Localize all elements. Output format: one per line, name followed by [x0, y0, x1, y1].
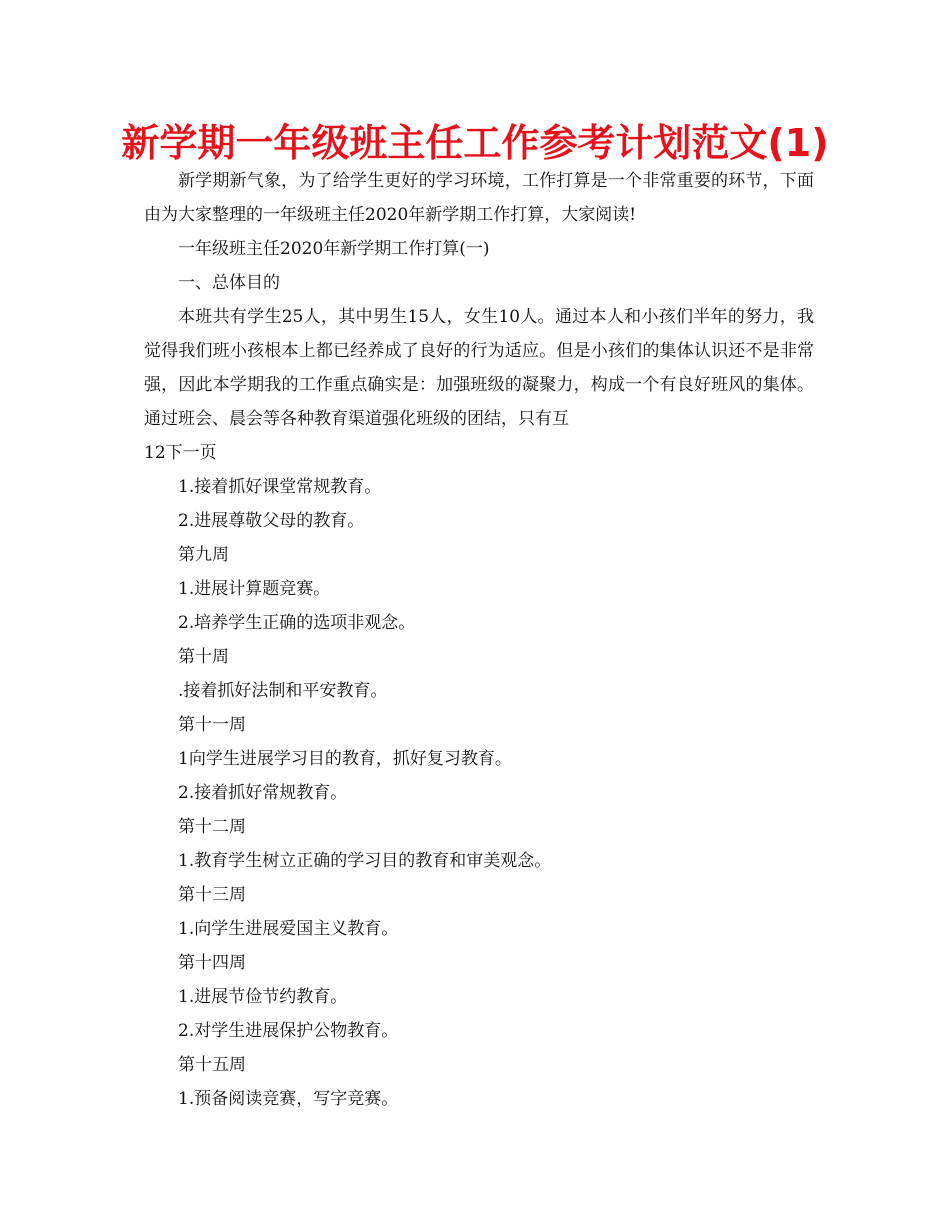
week-heading: 第十五周: [178, 1055, 246, 1075]
plan-line: 1.进展计算题竞赛。: [178, 579, 331, 599]
plan-line: 2.接着抓好常规教育。: [178, 783, 348, 803]
page-nav-link[interactable]: 12下一页: [144, 443, 217, 463]
plan-line: 1.进展节俭节约教育。: [178, 987, 348, 1007]
document-body: [144, 164, 814, 1116]
plan-line: 1.接着抓好课堂常规教育。: [178, 477, 382, 497]
plan-line: .接着抓好法制和平安教育。: [178, 681, 388, 701]
week-heading: 第十四周: [178, 953, 246, 973]
document-title: 新学期一年级班主任工作参考计划范文(1): [121, 121, 829, 165]
week-heading: 第十二周: [178, 817, 246, 837]
week-heading: 第十一周: [178, 715, 246, 735]
plan-line: 1.预备阅读竞赛，写字竞赛。: [178, 1089, 399, 1109]
plan-line: 2.培养学生正确的选项非观念。: [178, 613, 416, 633]
week-heading: 第十三周: [178, 885, 246, 905]
body-paragraph: 本班共有学生25人，其中男生15人，女生10人。通过本人和小孩们半年的努力，我觉得我们班小孩根本上都已经养成了良好的行为适应。但是小孩们的集体认识还不是非常强，因此本学期我的工作重点确实是：加强班级的凝聚力，构成一个有良好班风的集体。通过班会、晨会等各种教育渠道强化班级的团结，只有互: [144, 307, 814, 429]
plan-line: 1.教育学生树立正确的学习目的教育和审美观念。: [178, 851, 552, 871]
intro-paragraph: 新学期新气象，为了给学生更好的学习环境，工作打算是一个非常重要的环节，下面由为大家整理的一年级班主任2020年新学期工作打算，大家阅读!: [144, 171, 814, 225]
plan-line: 2.对学生进展保护公物教育。: [178, 1021, 399, 1041]
week-heading: 第十周: [178, 647, 229, 667]
section-heading: 一年级班主任2020年新学期工作打算(一): [178, 239, 490, 259]
sub-heading: 一、总体目的: [178, 273, 280, 293]
plan-line: 1向学生进展学习目的教育，抓好复习教育。: [178, 749, 512, 769]
plan-line: 2.进展尊敬父母的教育。: [178, 511, 365, 531]
plan-line: 1.向学生进展爱国主义教育。: [178, 919, 399, 939]
week-heading: 第九周: [178, 545, 229, 565]
